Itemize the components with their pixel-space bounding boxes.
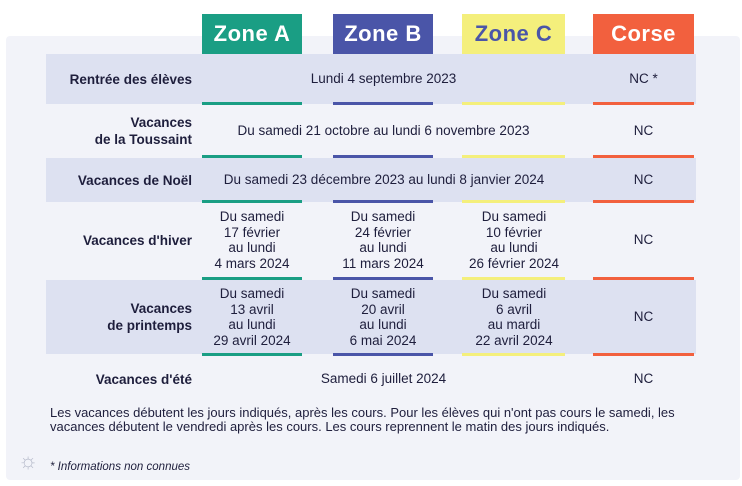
zone-b-underline xyxy=(333,200,433,203)
hiver-corse: NC xyxy=(633,232,654,248)
row-label-hiver: Vacances d'hiver xyxy=(82,232,192,248)
hiver-zone-a: Du samedi 17 février au lundi 4 mars 2024 xyxy=(214,209,290,271)
row-label-ete: Vacances d'été xyxy=(95,371,192,387)
zone-c-underline xyxy=(462,102,565,105)
hiver-zone-c: Du samedi 10 février au lundi 26 février 2024 xyxy=(468,209,560,271)
zone-a-underline xyxy=(202,200,302,203)
zone-c-underline xyxy=(462,353,565,356)
corse-header: Corse xyxy=(593,14,694,54)
zone-b-underline xyxy=(333,353,433,356)
zone-a-header: Zone A xyxy=(202,14,302,54)
rentree-all-zones: Lundi 4 septembre 2023 xyxy=(310,71,457,87)
row-label-printemps: Vacances de printemps xyxy=(107,301,192,333)
zone-c-underline xyxy=(462,200,565,203)
zone-a-underline xyxy=(202,277,302,280)
zone-b-underline xyxy=(333,155,433,158)
corse-underline xyxy=(593,102,694,105)
sun-icon: ☼ xyxy=(18,448,39,473)
corse-underline xyxy=(593,155,694,158)
toussaint-corse: NC xyxy=(633,123,654,139)
corse-underline xyxy=(593,277,694,280)
zone-b-underline xyxy=(333,102,433,105)
zone-c-underline xyxy=(462,155,565,158)
zone-c-underline xyxy=(462,277,565,280)
row-label-toussaint: Vacances de la Toussaint xyxy=(94,115,192,147)
zone-a-underline xyxy=(202,102,302,105)
zone-b-underline xyxy=(333,277,433,280)
corse-underline xyxy=(593,200,694,203)
ete-all-zones: Samedi 6 juillet 2024 xyxy=(320,371,447,387)
printemps-corse: NC xyxy=(633,309,654,325)
zone-a-underline xyxy=(202,155,302,158)
zone-c-header: Zone C xyxy=(462,14,565,54)
printemps-zone-b: Du samedi 20 avril au lundi 6 mai 2024 xyxy=(349,286,417,348)
printemps-zone-c: Du samedi 6 avril au mardi 22 avril 2024 xyxy=(475,286,553,348)
ete-corse: NC xyxy=(633,371,654,387)
noel-corse: NC xyxy=(633,172,654,188)
legend-note: * Informations non connues xyxy=(50,461,191,473)
footnote: Les vacances débutent les jours indiqués, après les cours. Pour les élèves qui n'ont pas cours le samedi, les vacances débutent le vendredi après les cours. Les cours reprennent le matin des jours indiqués. xyxy=(50,405,675,434)
printemps-zone-a: Du samedi 13 avril au lundi 29 avril 2024 xyxy=(213,286,291,348)
toussaint-all-zones: Du samedi 21 octobre au lundi 6 novembre 2023 xyxy=(237,123,530,139)
noel-all-zones: Du samedi 23 décembre 2023 au lundi 8 janvier 2024 xyxy=(223,172,545,188)
row-label-rentree: Rentrée des élèves xyxy=(69,71,192,87)
hiver-zone-b: Du samedi 24 février au lundi 11 mars 2024 xyxy=(342,209,424,271)
corse-underline xyxy=(593,353,694,356)
row-label-noel: Vacances de Noël xyxy=(77,172,192,188)
rentree-corse: NC * xyxy=(629,71,658,87)
zone-a-underline xyxy=(202,353,302,356)
zone-b-header: Zone B xyxy=(333,14,433,54)
